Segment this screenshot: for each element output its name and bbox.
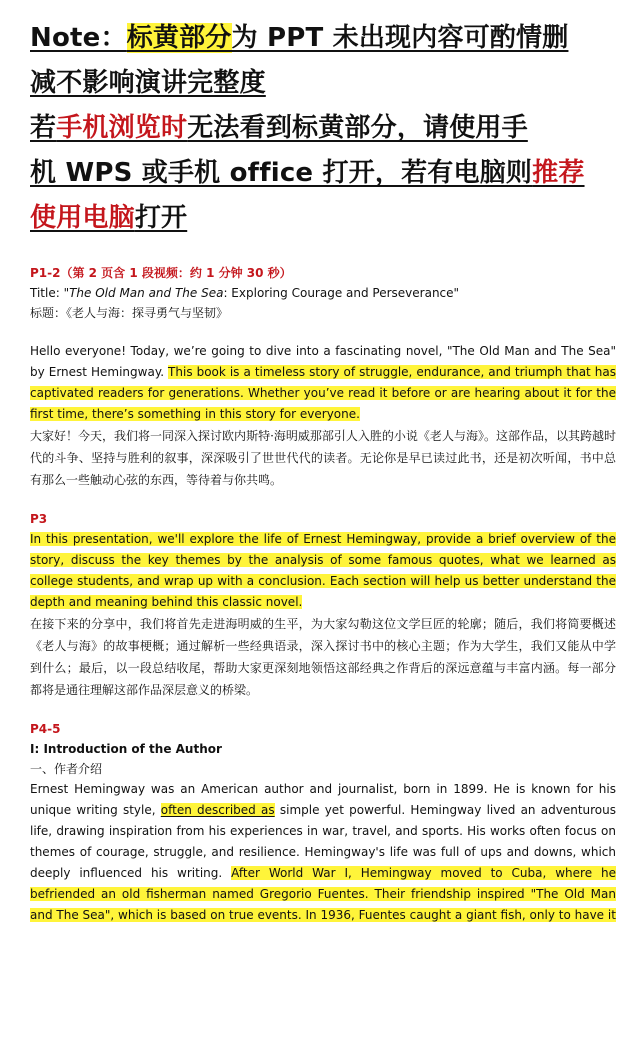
notice-line-1 bbox=[30, 16, 616, 61]
notice-highlight-sample: 标黄部分 bbox=[126, 23, 232, 53]
spacer bbox=[30, 491, 616, 509]
notice-line-3-part-2: 无法看到标黄部分，请使用手 bbox=[187, 113, 528, 143]
section-p1-2-title-cn: 标题：《老人与海：探寻勇气与坚韧》 bbox=[30, 306, 229, 320]
author-text-middle: simple yet powerful. Hemingway lived an adventurous life, drawing inspiration from his experiences in war, travel, and sports. His works often focus on themes of courage, struggle, and resilience. Hemingway's life was full of ups and downs, which deeply influenced his writing. bbox=[30, 803, 616, 880]
notice-block bbox=[30, 16, 616, 241]
title-prefix: Title: " bbox=[30, 286, 70, 300]
notice-prefix: Note： bbox=[30, 23, 127, 53]
section-p3 bbox=[30, 509, 616, 701]
notice-line-4-red: 推荐 bbox=[532, 158, 585, 188]
notice-line-3 bbox=[30, 106, 616, 151]
section-p1-2 bbox=[30, 263, 616, 491]
section-p4-5-english-heading: I: Introduction of the Author bbox=[30, 742, 222, 756]
section-p3-english-paragraph bbox=[30, 529, 616, 613]
author-highlighted-text: After World War I, Hemingway moved to Cuba, where he befriended an old fisherman named Gregorio Fuentes. Their friendship inspired "The Old Man and The Sea", which is based on true events. In 1936, Fuentes caught a giant fish, only to have it bbox=[30, 866, 616, 922]
section-p1-2-heading: P1-2（第 2 页含 1 段视频：约 1 分钟 30 秒） bbox=[30, 266, 292, 280]
author-text-start: Ernest Hemingway was an American author and journalist, born in 1899. He is known for his unique writing style, bbox=[30, 782, 616, 817]
notice-line-1-suffix: 为 PPT 未出现内容可酌情删 bbox=[231, 23, 569, 53]
spacer bbox=[30, 701, 616, 719]
notice-line-3-part-1: 若 bbox=[30, 113, 57, 143]
section-p4-5-english-paragraph bbox=[30, 779, 616, 926]
notice-line-4 bbox=[30, 151, 616, 196]
section-p3-heading: P3 bbox=[30, 512, 48, 526]
notice-line-5 bbox=[30, 196, 616, 241]
notice-line-3-red: 手机浏览时 bbox=[56, 113, 188, 143]
notice-line-4-part-1: 机 WPS 或手机 office 打开，若有电脑则 bbox=[30, 158, 533, 188]
spacer bbox=[30, 323, 616, 341]
section-p1-2-english-paragraph bbox=[30, 341, 616, 425]
intro-normal-text: Hello everyone! Today, we’re going to dive into a fascinating novel, "The Old Man and The Sea" by Ernest Hemingway. bbox=[30, 344, 616, 379]
notice-line-5-part-1: 打开 bbox=[134, 203, 188, 233]
spacer bbox=[30, 241, 616, 263]
section-p3-chinese-paragraph: 在接下来的分享中，我们将首先走进海明威的生平，为大家勾勒这位文学巨匠的轮廓；随后，我们将简要概述《老人与海》的故事梗概；通过解析一些经典语录，深入探讨书中的核心主题；作为大学生，我们又能从中学到什么；最后，以一段总结收尾，帮助大家更深刻地领悟这部经典之作背后的深远意蕴与丰富内涵。每一部分都将是通往理解这部作品深层意义的桥梁。 bbox=[30, 617, 616, 697]
section-p1-2-chinese-paragraph: 大家好！今天，我们将一同深入探讨欧内斯特·海明威那部引人入胜的小说《老人与海》。这部作品，以其跨越时代的斗争、坚持与胜利的叙事，深深吸引了世世代代的读者。无论你是早已读过此书，还是初次听闻，书中总有那么一些触动心弦的东西，等待着与你共鸣。 bbox=[30, 429, 616, 487]
title-italic: The Old Man and The Sea bbox=[69, 286, 224, 300]
section-p3-highlighted-text: In this presentation, we'll explore the life of Ernest Hemingway, provide a brief overview of the story, discuss the key themes by the analysis of some famous quotes, what we learned as college students, and wrap up with a conclusion. Each section will help us better understand the depth and meaning behind this classic novel. bbox=[30, 532, 616, 609]
title-suffix: : Exploring Courage and Perseverance" bbox=[223, 286, 460, 300]
intro-highlighted-text: This book is a timeless story of struggle, endurance, and triumph that has captivated readers for generations. Whether you’ve read it before or are hearing about it for the first time, there’s something in this story for everyone. bbox=[30, 365, 616, 421]
section-p4-5-heading: P4-5 bbox=[30, 722, 61, 736]
notice-line-2: 减不影响演讲完整度 bbox=[30, 68, 266, 98]
notice-line-5-red: 使用电脑 bbox=[30, 203, 135, 233]
section-p1-2-title bbox=[30, 283, 616, 303]
section-p4-5-chinese-heading: 一、作者介绍 bbox=[30, 762, 103, 776]
author-underlined-highlight: often described as bbox=[160, 803, 275, 817]
section-p4-5 bbox=[30, 719, 616, 926]
